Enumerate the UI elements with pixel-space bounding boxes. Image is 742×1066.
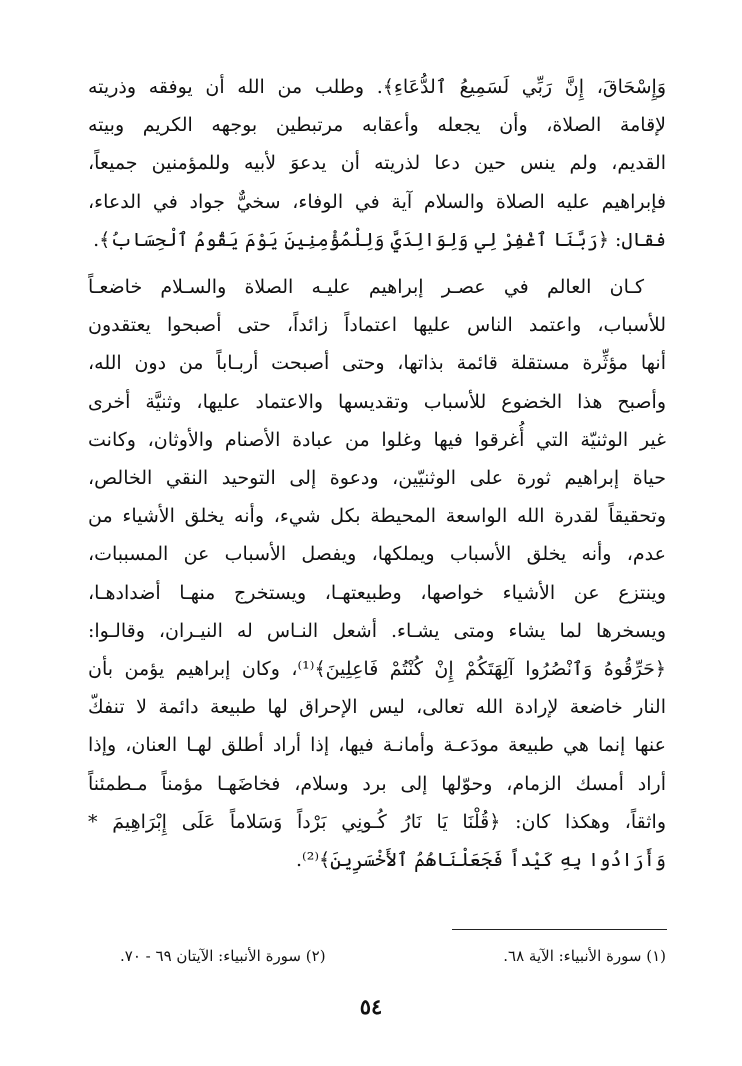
paragraph-gap [88, 259, 666, 268]
text-line: كـان العالم في عصـر إبراهيم عليـه الصلاة والسـلام خاضعـاً [88, 276, 644, 299]
text-line: وينتزع عن الأشياء خواصها، وطبيعتهـا، ويستخرج منهـا أضدادهـا، [88, 581, 666, 604]
text-line: وَإِسْحَاقَ، إِنَّ رَبِّي لَسَمِيعُ ٱلدُّعَاءِ﴾. وطلب من الله أن يوفقه وذريته [88, 76, 666, 98]
footnote-1: (١) سورة الأنبياء: الآية ٦٨. [503, 947, 666, 965]
text-line: للأسباب، واعتمد الناس عليها اعتماداً زائداً، حتى أصبحوا يعتقدون [88, 314, 666, 337]
paragraph-2 [88, 268, 666, 879]
text-line: واثقاً، وهكذا كان: ﴿قُلْنَا يَا نَارُ كُـونِي بَرْداً وَسَلاماً عَلَى إِبْرَاهِيمَ * [88, 810, 666, 833]
text-line: القديم، ولم ينس حين دعا لذريته أن يدعوَ لأبيه وللمؤمنين جميعاً، [88, 152, 666, 175]
text-line: فإبراهيم عليه الصلاة والسلام آية في الوفاء، سخيٌّ جواد في الدعاء، [88, 190, 666, 213]
text-line: حياة إبراهيم ثورة على الوثنيّين، ودعوة إلى التوحيد النقي الخالص، [88, 467, 666, 490]
text-line: عنها إنما هي طبيعة مودَعـة وأمانـة فيها، إذا أراد أطلق لهـا العنان، وإذا [88, 734, 666, 757]
text-line: أراد أمسك الزمام، وحوّلها إلى برد وسلام، فخاضَهـا مؤمناً مـطمئناً [88, 772, 666, 795]
text-line: وتحقيقاً لقدرة الله الواسعة المحيطة بكل شيء، وأنه يخلق الأشياء من [88, 505, 666, 528]
text-line: النار خاضعة لإرادة الله تعالى، ليس الإحراق لها طبيعة دائمة لا تنفكّ [88, 696, 666, 719]
text-line: لإقامة الصلاة، وأن يجعله وأعقابه مرتبطين بوجهه الكريم وبيته [88, 114, 666, 137]
text-line: وَأَرَادُوا بِهِ كَيْداً فَجَعَلْنَاهُمُ ٱلأَخْسَرِينَ﴾⁽²⁾. [295, 849, 666, 872]
text-line: عدم، وأنه يخلق الأسباب ويملكها، ويفصل الأسباب عن المسببات، [88, 543, 666, 566]
footnote-divider [452, 929, 667, 930]
text-line: أنها مؤثِّرة مستقلة قائمة بذاتها، وحتى أصبحت أربـاباً من دون الله، [88, 352, 666, 375]
text-line: وأصبح هذا الخضوع للأسباب وتقديسها والاعتماد عليها، وثنيَّة أخرى [88, 390, 666, 413]
footnote-2: (٢) سورة الأنبياء: الآيتان ٦٩ - ٧٠. [120, 947, 326, 965]
page-number: ٥٤ [359, 994, 383, 1019]
main-text [88, 68, 666, 879]
paragraph-1 [88, 68, 666, 259]
text-line: فقال: ﴿رَبَّنَا ٱغْفِرْ لِي وَلِوَالِدَيَّ وَلِلْمُؤْمِنِينَ يَوْمَ يَقُومُ ٱلْحِسَابُ﴾. [93, 228, 666, 251]
footnotes [120, 944, 666, 968]
text-line: غير الوثنيّة التي أُغرقوا فيها وغلوا من عبادة الأصنام والأوثان، وكانت [88, 428, 666, 451]
text-line: ﴿حَرِّقُوهُ وَٱنْصُرُوا آلِهَتَكُمْ إِنْ كُنْتُمْ فَاعِلِينَ﴾⁽¹⁾، وكان إبراهيم يؤمن بأن [88, 658, 666, 681]
text-line: ويسخرها لما يشاء ومتى يشـاء. أشعل النـاس له النيـران، وقالـوا: [88, 619, 666, 642]
